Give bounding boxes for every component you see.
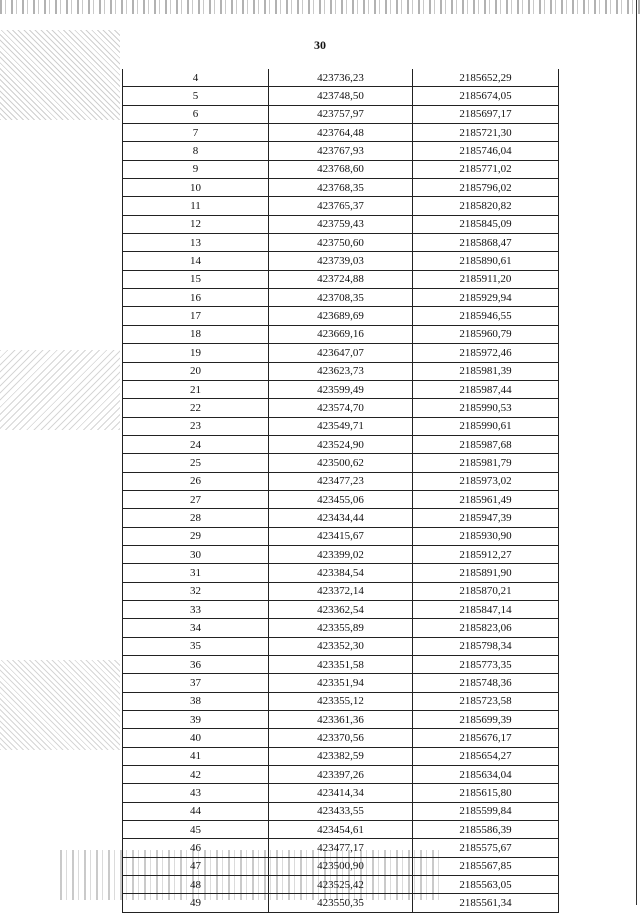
- table-row: [123, 252, 559, 270]
- x-coordinate-cell: 423524,90: [269, 435, 413, 453]
- table-row: [123, 399, 559, 417]
- x-coordinate-cell: 423370,56: [269, 729, 413, 747]
- table-row: [123, 619, 559, 637]
- y-coordinate-cell: 2185748,36: [413, 674, 559, 692]
- coordinates-table: [122, 69, 559, 913]
- point-number-cell: 33: [123, 600, 269, 618]
- table-row: [123, 87, 559, 105]
- y-coordinate-cell: 2185615,80: [413, 784, 559, 802]
- scan-noise-left-1: [0, 0, 640, 14]
- point-number-cell: 7: [123, 124, 269, 142]
- y-coordinate-cell: 2185654,27: [413, 747, 559, 765]
- y-coordinate-cell: 2185599,84: [413, 802, 559, 820]
- point-number-cell: 36: [123, 656, 269, 674]
- x-coordinate-cell: 423477,23: [269, 472, 413, 490]
- table-row: [123, 545, 559, 563]
- x-coordinate-cell: 423768,60: [269, 160, 413, 178]
- x-coordinate-cell: 423351,94: [269, 674, 413, 692]
- y-coordinate-cell: 2185575,67: [413, 839, 559, 857]
- table-row: [123, 380, 559, 398]
- table-row: [123, 564, 559, 582]
- point-number-cell: 9: [123, 160, 269, 178]
- y-coordinate-cell: 2185586,39: [413, 821, 559, 839]
- table-row: [123, 454, 559, 472]
- table-row: [123, 472, 559, 490]
- table-row: [123, 289, 559, 307]
- table-row: [123, 105, 559, 123]
- x-coordinate-cell: 423768,35: [269, 179, 413, 197]
- table-row: [123, 417, 559, 435]
- x-coordinate-cell: 423550,35: [269, 894, 413, 912]
- point-number-cell: 40: [123, 729, 269, 747]
- table-row: [123, 582, 559, 600]
- y-coordinate-cell: 2185652,29: [413, 69, 559, 87]
- point-number-cell: 27: [123, 490, 269, 508]
- y-coordinate-cell: 2185987,44: [413, 380, 559, 398]
- point-number-cell: 6: [123, 105, 269, 123]
- y-coordinate-cell: 2185987,68: [413, 435, 559, 453]
- x-coordinate-cell: 423736,23: [269, 69, 413, 87]
- table-row: [123, 674, 559, 692]
- point-number-cell: 23: [123, 417, 269, 435]
- table-row: [123, 600, 559, 618]
- point-number-cell: 43: [123, 784, 269, 802]
- point-number-cell: 19: [123, 344, 269, 362]
- scan-edge-right: [636, 0, 637, 905]
- y-coordinate-cell: 2185868,47: [413, 234, 559, 252]
- x-coordinate-cell: 423549,71: [269, 417, 413, 435]
- y-coordinate-cell: 2185972,46: [413, 344, 559, 362]
- point-number-cell: 42: [123, 766, 269, 784]
- point-number-cell: 49: [123, 894, 269, 912]
- table-row: [123, 197, 559, 215]
- point-number-cell: 48: [123, 876, 269, 894]
- point-number-cell: 29: [123, 527, 269, 545]
- point-number-cell: 4: [123, 69, 269, 87]
- x-coordinate-cell: 423757,97: [269, 105, 413, 123]
- point-number-cell: 22: [123, 399, 269, 417]
- point-number-cell: 10: [123, 179, 269, 197]
- x-coordinate-cell: 423384,54: [269, 564, 413, 582]
- x-coordinate-cell: 423767,93: [269, 142, 413, 160]
- table-row: [123, 894, 559, 912]
- y-coordinate-cell: 2185911,20: [413, 270, 559, 288]
- table-row: [123, 307, 559, 325]
- point-number-cell: 15: [123, 270, 269, 288]
- y-coordinate-cell: 2185561,34: [413, 894, 559, 912]
- table-row: [123, 747, 559, 765]
- table-row: [123, 69, 559, 87]
- y-coordinate-cell: 2185771,02: [413, 160, 559, 178]
- page-number: 30: [314, 38, 326, 52]
- point-number-cell: 35: [123, 637, 269, 655]
- x-coordinate-cell: 423433,55: [269, 802, 413, 820]
- point-number-cell: 20: [123, 362, 269, 380]
- y-coordinate-cell: 2185845,09: [413, 215, 559, 233]
- y-coordinate-cell: 2185676,17: [413, 729, 559, 747]
- point-number-cell: 41: [123, 747, 269, 765]
- y-coordinate-cell: 2185973,02: [413, 472, 559, 490]
- table-row: [123, 490, 559, 508]
- x-coordinate-cell: 423574,70: [269, 399, 413, 417]
- table-row: [123, 637, 559, 655]
- point-number-cell: 16: [123, 289, 269, 307]
- x-coordinate-cell: 423415,67: [269, 527, 413, 545]
- y-coordinate-cell: 2185981,79: [413, 454, 559, 472]
- coordinates-table-body: [123, 69, 559, 912]
- x-coordinate-cell: 423647,07: [269, 344, 413, 362]
- point-number-cell: 24: [123, 435, 269, 453]
- y-coordinate-cell: 2185820,82: [413, 197, 559, 215]
- x-coordinate-cell: 423434,44: [269, 509, 413, 527]
- table-row: [123, 435, 559, 453]
- table-row: [123, 784, 559, 802]
- table-row: [123, 766, 559, 784]
- table-row: [123, 711, 559, 729]
- y-coordinate-cell: 2185823,06: [413, 619, 559, 637]
- x-coordinate-cell: 423739,03: [269, 252, 413, 270]
- point-number-cell: 21: [123, 380, 269, 398]
- y-coordinate-cell: 2185891,90: [413, 564, 559, 582]
- point-number-cell: 47: [123, 857, 269, 875]
- x-coordinate-cell: 423724,88: [269, 270, 413, 288]
- y-coordinate-cell: 2185990,53: [413, 399, 559, 417]
- x-coordinate-cell: 423623,73: [269, 362, 413, 380]
- table-row: [123, 821, 559, 839]
- y-coordinate-cell: 2185870,21: [413, 582, 559, 600]
- x-coordinate-cell: 423689,69: [269, 307, 413, 325]
- x-coordinate-cell: 423477,17: [269, 839, 413, 857]
- x-coordinate-cell: 423399,02: [269, 545, 413, 563]
- x-coordinate-cell: 423748,50: [269, 87, 413, 105]
- y-coordinate-cell: 2185798,34: [413, 637, 559, 655]
- y-coordinate-cell: 2185946,55: [413, 307, 559, 325]
- y-coordinate-cell: 2185990,61: [413, 417, 559, 435]
- x-coordinate-cell: 423455,06: [269, 490, 413, 508]
- point-number-cell: 38: [123, 692, 269, 710]
- x-coordinate-cell: 423382,59: [269, 747, 413, 765]
- y-coordinate-cell: 2185674,05: [413, 87, 559, 105]
- x-coordinate-cell: 423765,37: [269, 197, 413, 215]
- x-coordinate-cell: 423352,30: [269, 637, 413, 655]
- point-number-cell: 17: [123, 307, 269, 325]
- y-coordinate-cell: 2185796,02: [413, 179, 559, 197]
- point-number-cell: 44: [123, 802, 269, 820]
- table-row: [123, 802, 559, 820]
- x-coordinate-cell: 423500,62: [269, 454, 413, 472]
- y-coordinate-cell: 2185847,14: [413, 600, 559, 618]
- y-coordinate-cell: 2185563,05: [413, 876, 559, 894]
- y-coordinate-cell: 2185929,94: [413, 289, 559, 307]
- x-coordinate-cell: 423750,60: [269, 234, 413, 252]
- table-row: [123, 270, 559, 288]
- x-coordinate-cell: 423355,89: [269, 619, 413, 637]
- point-number-cell: 13: [123, 234, 269, 252]
- table-row: [123, 344, 559, 362]
- y-coordinate-cell: 2185697,17: [413, 105, 559, 123]
- y-coordinate-cell: 2185961,49: [413, 490, 559, 508]
- point-number-cell: 37: [123, 674, 269, 692]
- y-coordinate-cell: 2185960,79: [413, 325, 559, 343]
- point-number-cell: 11: [123, 197, 269, 215]
- table-row: [123, 362, 559, 380]
- table-row: [123, 876, 559, 894]
- point-number-cell: 28: [123, 509, 269, 527]
- y-coordinate-cell: 2185699,39: [413, 711, 559, 729]
- y-coordinate-cell: 2185773,35: [413, 656, 559, 674]
- table-row: [123, 179, 559, 197]
- x-coordinate-cell: 423372,14: [269, 582, 413, 600]
- y-coordinate-cell: 2185912,27: [413, 545, 559, 563]
- x-coordinate-cell: 423708,35: [269, 289, 413, 307]
- x-coordinate-cell: 423361,36: [269, 711, 413, 729]
- table-row: [123, 124, 559, 142]
- y-coordinate-cell: 2185981,39: [413, 362, 559, 380]
- table-row: [123, 839, 559, 857]
- point-number-cell: 25: [123, 454, 269, 472]
- point-number-cell: 8: [123, 142, 269, 160]
- table-row: [123, 142, 559, 160]
- table-row: [123, 729, 559, 747]
- x-coordinate-cell: 423362,54: [269, 600, 413, 618]
- point-number-cell: 12: [123, 215, 269, 233]
- table-row: [123, 325, 559, 343]
- point-number-cell: 30: [123, 545, 269, 563]
- y-coordinate-cell: 2185567,85: [413, 857, 559, 875]
- x-coordinate-cell: 423669,16: [269, 325, 413, 343]
- table-row: [123, 234, 559, 252]
- x-coordinate-cell: 423759,43: [269, 215, 413, 233]
- x-coordinate-cell: 423355,12: [269, 692, 413, 710]
- x-coordinate-cell: 423525,42: [269, 876, 413, 894]
- table-row: [123, 160, 559, 178]
- point-number-cell: 26: [123, 472, 269, 490]
- x-coordinate-cell: 423599,49: [269, 380, 413, 398]
- point-number-cell: 32: [123, 582, 269, 600]
- scan-noise-left-3: [0, 350, 120, 430]
- y-coordinate-cell: 2185634,04: [413, 766, 559, 784]
- y-coordinate-cell: 2185721,30: [413, 124, 559, 142]
- point-number-cell: 14: [123, 252, 269, 270]
- point-number-cell: 31: [123, 564, 269, 582]
- y-coordinate-cell: 2185890,61: [413, 252, 559, 270]
- scan-noise-left-4: [0, 660, 120, 750]
- point-number-cell: 5: [123, 87, 269, 105]
- x-coordinate-cell: 423397,26: [269, 766, 413, 784]
- table-row: [123, 509, 559, 527]
- table-row: [123, 656, 559, 674]
- table-row: [123, 215, 559, 233]
- x-coordinate-cell: 423500,90: [269, 857, 413, 875]
- point-number-cell: 45: [123, 821, 269, 839]
- y-coordinate-cell: 2185947,39: [413, 509, 559, 527]
- y-coordinate-cell: 2185723,58: [413, 692, 559, 710]
- y-coordinate-cell: 2185746,04: [413, 142, 559, 160]
- table-row: [123, 857, 559, 875]
- point-number-cell: 46: [123, 839, 269, 857]
- y-coordinate-cell: 2185930,90: [413, 527, 559, 545]
- table-row: [123, 692, 559, 710]
- x-coordinate-cell: 423454,61: [269, 821, 413, 839]
- x-coordinate-cell: 423764,48: [269, 124, 413, 142]
- point-number-cell: 34: [123, 619, 269, 637]
- point-number-cell: 39: [123, 711, 269, 729]
- point-number-cell: 18: [123, 325, 269, 343]
- x-coordinate-cell: 423351,58: [269, 656, 413, 674]
- x-coordinate-cell: 423414,34: [269, 784, 413, 802]
- table-row: [123, 527, 559, 545]
